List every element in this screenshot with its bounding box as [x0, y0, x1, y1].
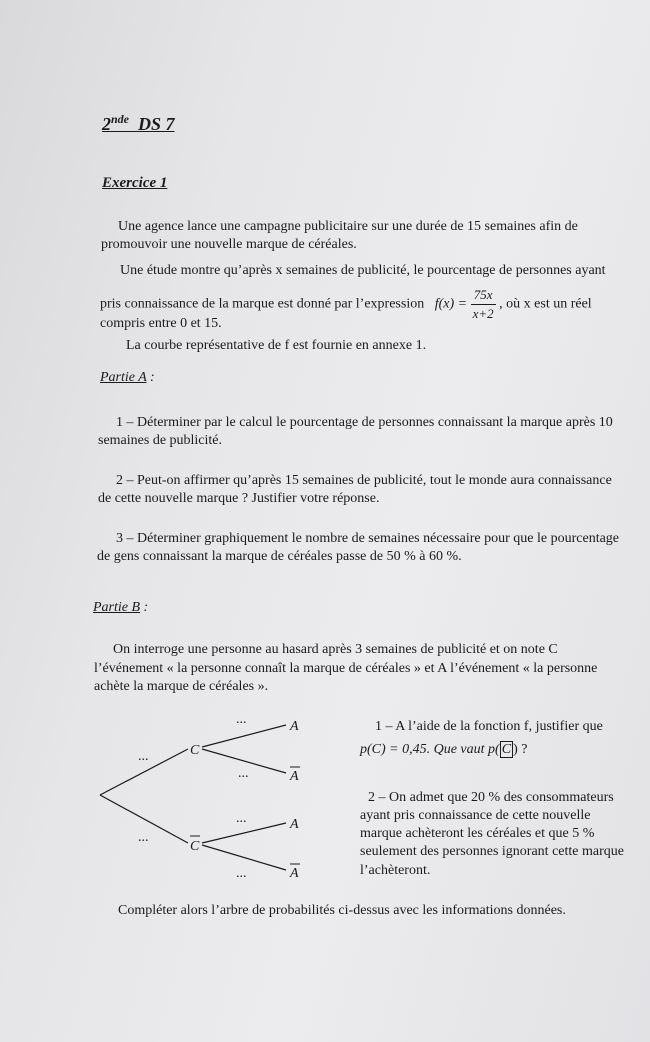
- prob-placeholder-c[interactable]: ...: [138, 749, 149, 764]
- part-a-q3-line: de gens connaissant la marque de céréales passe de 50 % à 60 %.: [97, 549, 462, 564]
- prob-placeholder-cbar-a[interactable]: ...: [236, 811, 247, 826]
- part-a-q2-line: 2 – Peut-on affirmer qu’après 15 semaines de publicité, tout le monde aura connaissance: [116, 473, 612, 488]
- node-c: C: [190, 743, 200, 758]
- node-abar-1: A: [290, 769, 299, 784]
- conclusion: Compléter alors l’arbre de probabilités ci-dessus avec les informations données.: [118, 903, 566, 918]
- part-b-intro-line: achète la marque de céréales ».: [94, 679, 269, 694]
- formula-intro: pris connaissance de la marque est donné par l’expression: [100, 296, 425, 312]
- prob-placeholder-cbar[interactable]: ...: [138, 830, 149, 845]
- node-a-1: A: [290, 719, 299, 734]
- part-b-q1-line: 1 – A l’aide de la fonction f, justifier que: [375, 719, 603, 734]
- part-b-q2-line: 2 – On admet que 20 % des consommateurs: [368, 790, 614, 805]
- part-b-intro-line: l’événement « la personne connaît la marque de céréales » et A l’événement « la personne: [94, 661, 598, 676]
- part-a-q2-line: de cette nouvelle marque ? Justifier votre réponse.: [98, 491, 380, 506]
- probability-tree: [90, 705, 320, 890]
- paragraph-line: promouvoir une nouvelle marque de céréales.: [101, 237, 357, 252]
- part-b-q2-line: seulement des personnes ignorant cette marque: [360, 844, 624, 859]
- prob-placeholder-cbar-abar[interactable]: ...: [236, 866, 247, 881]
- part-b-title: Partie B :: [93, 600, 149, 615]
- formula-tail: , où x est un réel: [499, 296, 592, 312]
- part-b-q2-line: l’achèteront.: [360, 863, 431, 878]
- node-abar-2: A: [290, 866, 299, 881]
- part-a-title: Partie A :: [100, 370, 155, 385]
- paragraph-line: La courbe représentative de f est fournie en annexe 1.: [126, 338, 427, 353]
- page-title: 2nde DS 7: [102, 112, 175, 134]
- part-a-q3-line: 3 – Déterminer graphiquement le nombre de semaines nécessaire pour que le pourcentage: [116, 531, 620, 546]
- paragraph-line: compris entre 0 et 15.: [100, 316, 222, 331]
- node-cbar: C: [190, 839, 200, 854]
- part-a-q1-line: 1 – Déterminer par le calcul le pourcentage de personnes connaissant la marque après 10: [116, 415, 613, 430]
- exercise-title: Exercice 1: [102, 175, 168, 191]
- prob-placeholder-c-abar[interactable]: ...: [238, 766, 249, 781]
- formula-lhs: f(x) =: [434, 296, 468, 312]
- branch-cbar-a: [202, 823, 286, 843]
- formula-numerator: 75x: [471, 286, 496, 305]
- formula-fraction: [471, 286, 496, 323]
- prob-placeholder-c-a[interactable]: ...: [236, 712, 247, 727]
- part-b-q2-line: marque achèteront les céréales et que 5 %: [360, 826, 595, 841]
- branch-c-a: [202, 725, 286, 747]
- node-a-2: A: [290, 817, 299, 832]
- formula-denominator: x+2: [472, 306, 494, 321]
- part-a-q1-line: semaines de publicité.: [98, 433, 223, 448]
- paragraph-line: Une agence lance une campagne publicitaire sur une durée de 15 semaines afin de: [118, 219, 578, 234]
- part-b-q2-line: ayant pris connaissance de cette nouvelle: [360, 808, 591, 823]
- paragraph-line: Une étude montre qu’après x semaines de publicité, le pourcentage de personnes ayant: [120, 263, 606, 278]
- part-b-q1-line-2: p(C) = 0,45. Que vaut p( $\overline{C}$ ) ?: [360, 742, 528, 757]
- part-b-intro-line: On interroge une personne au hasard après 3 semaines de publicité et on note C: [113, 642, 558, 657]
